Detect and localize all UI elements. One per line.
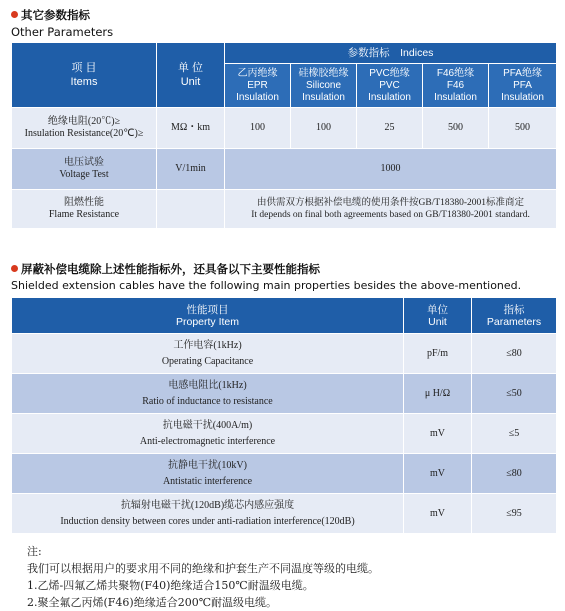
header-items-en: Items <box>70 76 98 88</box>
row-item <box>12 149 157 190</box>
col-f46-en2: Insulation <box>434 91 477 103</box>
header-col-pfa <box>489 64 557 108</box>
col-silicone-en1: Silicone <box>305 79 342 91</box>
row-item <box>12 108 157 149</box>
property-zh: 电感电阻比(1kHz) <box>168 379 247 391</box>
value-voltage-all: 1000 <box>225 149 557 190</box>
header-unit-en: Unit <box>428 315 447 328</box>
value-flame-all <box>225 190 557 229</box>
row-item <box>12 190 157 229</box>
notes-line-2: 1.乙烯-四氟乙烯共聚物(F40)绝缘适合150℃耐温级电缆。 <box>27 579 314 592</box>
table-row <box>12 414 557 454</box>
table-row-voltage-test <box>12 149 557 190</box>
section1-title-zh: 其它参数指标 <box>21 8 90 22</box>
property-en: Ratio of inductance to resistance <box>142 395 273 407</box>
col-silicone-zh: 硅橡胶绝缘 <box>298 67 349 79</box>
header-param-zh: 指标 <box>503 303 525 316</box>
property-zh: 工作电容(1kHz) <box>173 339 242 351</box>
notes-block <box>27 543 547 611</box>
row-unit: V/1min <box>157 149 225 190</box>
header-unit-zh: 单 位 <box>177 62 204 74</box>
property-name <box>12 454 404 494</box>
row-item-en: Voltage Test <box>59 169 109 180</box>
row-item-en: Flame Resistance <box>48 209 120 220</box>
col-pfa-en2: Insulation <box>501 91 544 103</box>
section-title-zh <box>11 4 113 23</box>
table-row-flame-resistance <box>12 190 557 229</box>
section1-title-en: Other Parameters <box>11 25 114 39</box>
table-row <box>12 334 557 374</box>
header-property-item <box>12 298 404 334</box>
property-unit: pF/m <box>404 334 472 374</box>
property-value: ≤5 <box>472 414 557 454</box>
col-pvc-zh: PVC绝缘 <box>369 67 410 79</box>
row-item-zh: 电压试验 <box>64 157 104 168</box>
property-zh: 抗电磁干扰(400A/m) <box>162 419 253 431</box>
property-name <box>12 334 404 374</box>
section2-title-en: Shielded extension cables have the following main properties besides the above-mentioned. <box>11 279 522 292</box>
other-parameters-table <box>11 42 557 229</box>
property-unit: mV <box>404 414 472 454</box>
header-items <box>12 43 157 108</box>
flame-note-zh: 由供需双方根据补偿电缆的使用条件按GB/T18380-2001标准商定 <box>257 198 525 208</box>
table-row <box>12 454 557 494</box>
row-item-zh: 阻燃性能 <box>64 197 104 208</box>
header-property-en: Property Item <box>175 315 240 328</box>
col-silicone-en2: Insulation <box>302 91 345 103</box>
row-item-en: Insulation Resistance(20℃)≥ <box>24 128 144 139</box>
header-unit <box>404 298 472 334</box>
property-name <box>12 494 404 534</box>
header-indices: 参数指标 Indices <box>225 43 557 64</box>
header-property-zh: 性能项目 <box>186 303 229 316</box>
value-pfa: 500 <box>489 108 557 149</box>
col-f46-en1: F46 <box>446 79 465 91</box>
property-value: ≤95 <box>472 494 557 534</box>
row-item-zh: 绝缘电阻(20℃)≥ <box>47 116 121 127</box>
header-items-zh: 项 目 <box>71 62 97 74</box>
col-pfa-zh: PFA绝缘 <box>503 67 542 79</box>
header-col-silicone <box>291 64 357 108</box>
property-unit: μ H/Ω <box>404 374 472 414</box>
bullet-icon <box>11 265 18 272</box>
property-name <box>12 374 404 414</box>
property-en: Operating Capacitance <box>161 355 254 367</box>
property-unit: mV <box>404 454 472 494</box>
bullet-icon <box>11 11 18 18</box>
header-col-epr <box>225 64 291 108</box>
section2-title-zh-wrap <box>11 258 521 277</box>
notes-line-3: 2.聚全氟乙丙烯(F46)绝缘适合200℃耐温级电缆。 <box>27 596 278 609</box>
header-col-pvc <box>357 64 423 108</box>
property-value: ≤50 <box>472 374 557 414</box>
col-pvc-en1: PVC <box>379 79 400 91</box>
value-epr: 100 <box>225 108 291 149</box>
col-epr-zh: 乙丙绝缘 <box>237 67 278 79</box>
header-unit-zh: 单位 <box>427 303 448 316</box>
value-f46: 500 <box>423 108 489 149</box>
notes-label: 注: <box>27 545 42 558</box>
header-unit <box>157 43 225 108</box>
shielded-properties-table <box>11 297 557 534</box>
section2-title-zh: 屏蔽补偿电缆除上述性能指标外，还具备以下主要性能指标 <box>21 262 320 276</box>
row-unit <box>157 190 225 229</box>
table-row <box>12 374 557 414</box>
col-pvc-en2: Insulation <box>368 91 411 103</box>
value-pvc: 25 <box>357 108 423 149</box>
property-en: Induction density between cores under anti-radiation interference(120dB) <box>60 515 355 527</box>
flame-note-en: It depends on final both agreements based on GB/T18380-2001 standard. <box>251 210 530 220</box>
section-other-parameters-heading <box>11 4 113 39</box>
section-shielded-heading <box>11 258 521 292</box>
header-unit-en: Unit <box>180 76 201 88</box>
notes-line-1: 我们可以根据用户的要求用不同的绝缘和护套生产不同温度等级的电缆。 <box>27 562 379 575</box>
col-f46-zh: F46绝缘 <box>436 67 475 79</box>
value-silicone: 100 <box>291 108 357 149</box>
col-epr-en2: Insulation <box>236 91 279 103</box>
table-row-insulation-resistance <box>12 108 557 149</box>
property-unit: mV <box>404 494 472 534</box>
property-value: ≤80 <box>472 334 557 374</box>
property-en: Antistatic interference <box>162 475 253 487</box>
col-pfa-en1: PFA <box>513 79 532 91</box>
header-param-en: Parameters <box>486 315 542 328</box>
property-en: Anti-electromagnetic interference <box>139 435 276 447</box>
property-value: ≤80 <box>472 454 557 494</box>
header-col-f46 <box>423 64 489 108</box>
header-parameters <box>472 298 557 334</box>
row-unit: MΩ・km <box>157 108 225 149</box>
property-name <box>12 414 404 454</box>
property-zh: 抗静电干扰(10kV) <box>168 459 247 471</box>
table-row <box>12 494 557 534</box>
col-epr-en1: EPR <box>247 79 268 91</box>
property-zh: 抗辐射电磁干扰(120dB)缆芯内感应强度 <box>120 499 295 511</box>
